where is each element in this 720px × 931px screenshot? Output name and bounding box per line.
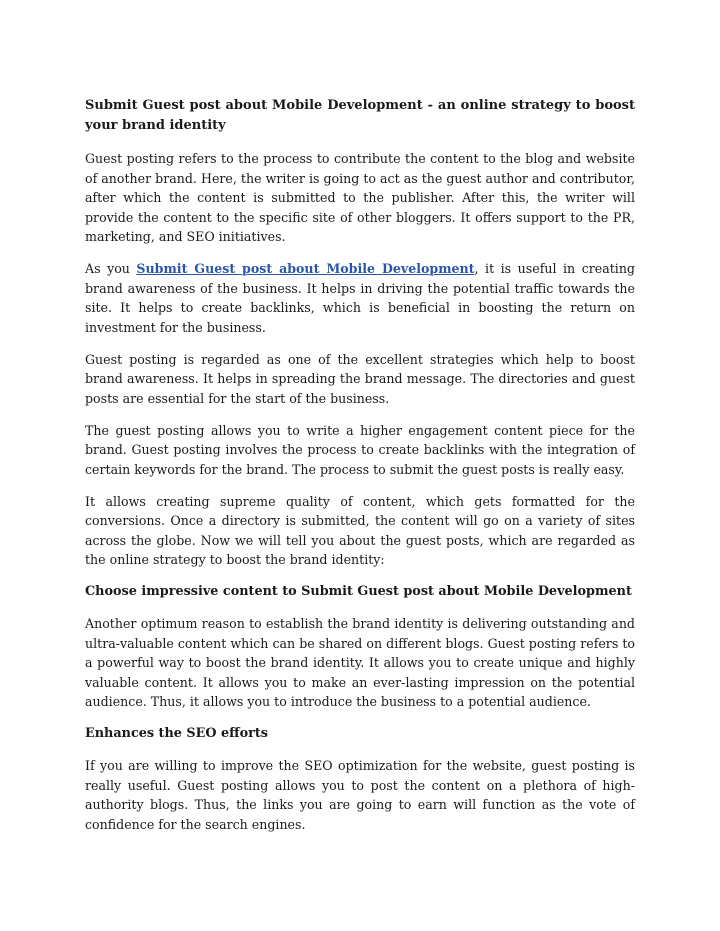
- paragraph-engagement: The guest posting allows you to write a higher engagement content piece for the brand. Guest posting involves the process to create backlinks with the integration of certain keywords for the brand. The process to submit the guest posts is really easy.: [85, 422, 635, 477]
- submit-guest-post-link[interactable]: Submit Guest post about Mobile Development: [136, 261, 475, 276]
- document-title: Submit Guest post about Mobile Development - an online strategy to boost your brand identity: [85, 98, 635, 133]
- paragraph-link-after: , it is useful in creating brand awareness of the business. It helps in driving the potential traffic towards the site. It helps to create backlinks, which is beneficial in boosting the return on investment for the business.: [85, 261, 635, 335]
- paragraph-intro: Guest posting refers to the process to contribute the content to the blog and website of another brand. Here, the writer is going to act as the guest author and contributor, after which the content is submitted to the publisher. After this, the writer will provide the content to the specific site of other bloggers. It offers support to the PR, marketing, and SEO initiatives.: [85, 151, 635, 244]
- paragraph-brand-awareness: Guest posting is regarded as one of the excellent strategies which help to boost brand awareness. It helps in spreading the brand message. The directories and guest posts are essential for the start of the business.: [85, 351, 635, 406]
- paragraph-brand-identity: Another optimum reason to establish the brand identity is delivering outstanding and ultra-valuable content which can be shared on different blogs. Guest posting refers to a powerful way to boost the brand identity. It allows you to create unique and highly valuable content. It allows you to make an ever-lasting impression on the potential audience. Thus, it allows you to introduce the business to a potential audience.: [85, 616, 635, 709]
- heading-impressive-content: Choose impressive content to Submit Guest post about Mobile Development: [85, 584, 632, 599]
- document-page: [85, 96, 635, 847]
- heading-seo-efforts: Enhances the SEO efforts: [85, 726, 268, 741]
- paragraph-link: [85, 259, 635, 337]
- paragraph-seo: If you are willing to improve the SEO optimization for the website, guest posting is really useful. Guest posting allows you to post the content on a plethora of high-authority blogs. Thus, the links you are going to earn will function as the vote of confidence for the search engines.: [85, 758, 635, 832]
- paragraph-link-before: As you: [85, 261, 137, 276]
- paragraph-quality: It allows creating supreme quality of content, which gets formatted for the conversions. Once a directory is submitted, the content will go on a variety of sites across the globe. Now we will tell you about the guest posts, which are regarded as the online strategy to boost the brand identity:: [85, 493, 635, 567]
